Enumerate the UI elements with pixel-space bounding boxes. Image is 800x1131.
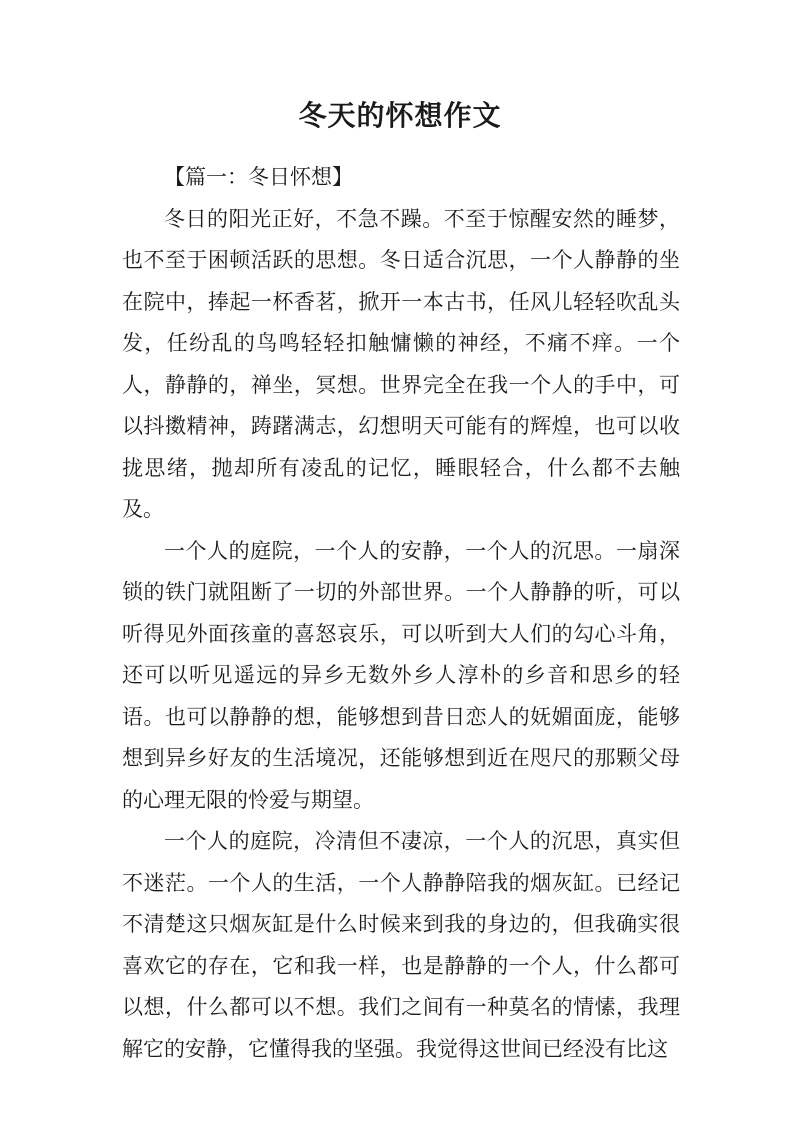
section-heading: 【篇一：冬日怀想】	[164, 165, 353, 189]
document-body	[122, 157, 680, 1070]
paragraph-2: 一个人的庭院，一个人的安静，一个人的沉思。一扇深锁的铁门就阻断了一切的外部世界。一个人静静的听，可以听得见外面孩童的喜怒哀乐，可以听到大人们的勾心斗角，还可以听见遥远的异乡无数外乡人淳朴的乡音和思乡的轻语。也可以静静的想，能够想到昔日恋人的妩媚面庞，能够想到异乡好友的生活境况，还能够想到近在咫尺的那颗父母的心理无限的怜爱与期望。	[122, 538, 680, 812]
paragraph-3: 一个人的庭院，冷清但不凄凉，一个人的沉思，真实但不迷茫。一个人的生活，一个人静静陪我的烟灰缸。已经记不清楚这只烟灰缸是什么时候来到我的身边的，但我确实很喜欢它的存在，它和我一样，也是静静的一个人，什么都可以想，什么都可以不想。我们之间有一种莫名的情愫，我理解它的安静，它懂得我的坚强。我觉得这世间已经没有比这	[122, 829, 680, 1061]
document-title: 冬天的怀想作文	[298, 99, 502, 132]
paragraph-1: 冬日的阳光正好，不急不躁。不至于惊醒安然的睡梦，也不至于困顿活跃的思想。冬日适合沉思，一个人静静的坐在院中，捧起一杯香茗，掀开一本古书，任风儿轻轻吹乱头发，任纷乱的鸟鸣轻轻扣触慵懒的神经，不痛不痒。一个人，静静的，禅坐，冥想。世界完全在我一个人的手中，可以抖擞精神，踌躇满志，幻想明天可能有的辉煌，也可以收拢思绪，抛却所有凌乱的记忆，睡眼轻合，什么都不去触及。	[122, 206, 680, 521]
